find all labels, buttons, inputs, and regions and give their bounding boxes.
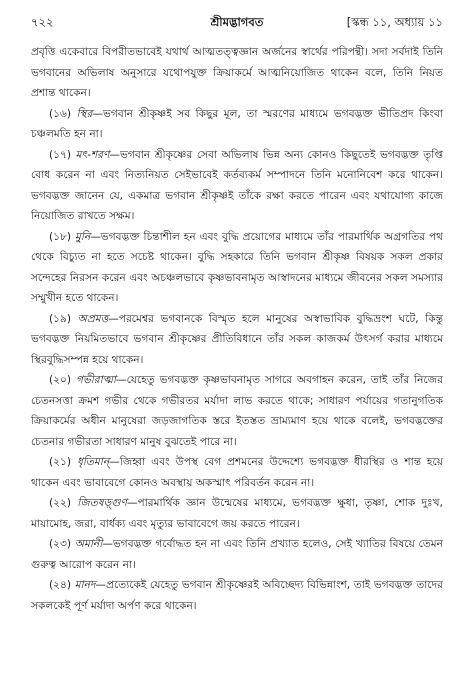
paragraph — [31, 104, 443, 145]
item-number: (১৬) — [49, 107, 77, 120]
item-number: (১৯) — [49, 312, 78, 325]
page-header — [31, 12, 443, 36]
item-number: (২১) — [49, 456, 77, 468]
item-term: জিতষড়্‌গুণ — [77, 497, 127, 509]
book-page — [31, 12, 443, 687]
item-number: (২৪) — [49, 579, 75, 591]
item-term: স্থির — [76, 107, 93, 120]
section-reference: [স্কন্ধ ১১, অধ্যায় ১১ — [346, 15, 443, 29]
item-term: মুনি — [74, 230, 91, 243]
item-term: গভীরাত্মা — [75, 374, 116, 386]
item-term: মানদ — [74, 579, 96, 591]
paragraph — [31, 42, 443, 104]
paragraph-text: —পরমেশ্বর ভগবানকে বিস্মৃত হলে মানুষের অস্বাভাবিক বুদ্ধিভ্রংশ ঘটে, কিন্তু ভগবদ্ভক্ত নিয়মিতভাবে ভগবান শ্রীকৃষ্ণের প্রীতিবিধানে তাঁর সকল কাজকর্ম উৎসর্গ করার মাধ্যমে স্থিরবুদ্ধিসম্পন্ন হয়ে থাকেন। — [31, 312, 443, 366]
item-number: (২২) — [49, 497, 78, 509]
paragraph-text: —প্রত্যেকেই যেহেতু ভগবান শ্রীকৃষ্ণেরই অবিচ্ছেদ্য বিভিন্নাংশ, তাই ভগবদ্ভক্ত তাদের সকলকেই পূর্ণ মর্যাদা অর্পণ করে থাকেন। — [31, 579, 443, 612]
item-number: (১৭) — [49, 148, 76, 161]
paragraph-text: প্রবৃত্তি একেবারে বিপরীতভাবেই যথার্থ আত্মতত্ত্বজ্ঞান অর্জনের স্বার্থের পরিপন্থী। সদা সর্বদাই তিনি ভগবানের অভিলাষ অনুসারে যথোপযুক্ত ক্রিয়াকর্মে আত্মনিয়োজিত থাকেন বলে, তিনি নিয়ত প্রশান্ত থাকেন। — [31, 46, 443, 99]
page-body — [31, 42, 443, 616]
item-number: (২০) — [49, 374, 76, 386]
paragraph-text: —পারমার্থিক জ্ঞান উন্মেষের মাধ্যমে, ভগবদ্ভক্ত ক্ষুধা, তৃষ্ণা, শোক দুঃখ, মায়ামোহ, জরা, বার্ধক্য এবং মৃত্যুর ভাবাবেগে জয় করতে পারেন। — [31, 497, 443, 530]
paragraph — [31, 370, 443, 452]
item-term: ধৃতিমান্ — [76, 456, 110, 468]
paragraph — [31, 145, 443, 227]
paragraph — [31, 534, 443, 575]
paragraph — [31, 575, 443, 616]
item-term: অমানী — [74, 538, 103, 550]
paragraph — [31, 309, 443, 371]
paragraph — [31, 452, 443, 493]
page-number: ৭২২ — [31, 15, 54, 29]
item-number: (১৮) — [49, 230, 75, 243]
paragraph-text: —ভগবান শ্রীকৃষ্ণের সেবা অভিলাষ ভিন্ন অন্য কোনও কিছুতেই ভগবদ্ভক্ত তৃপ্তি বোধ করেন না এবং নিত্যনিয়ত সেইভাবেই কর্তব্যকর্ম সম্পাদনে তিনি মনোনিবেশ করে থাকেন। ভগবদ্ভক্ত জানেন যে, একমাত্র ভগবান শ্রীকৃষ্ণই তাঁকে রক্ষা করতে পারেন এবং যথাযোগ্য কাজে নিয়োজিত রাখতে সক্ষম। — [31, 148, 443, 222]
paragraph-text: —ভগবদ্ভক্ত চিন্তাশীল হন এবং বুদ্ধি প্রয়োগের মাধ্যমে তাঁর পারমার্থিক অগ্রগতির পথ থেকে বিচ্যুত না হতে সচেষ্ট থাকেন। বুদ্ধি সহকারে তিনি ভগবান শ্রীকৃষ্ণ বিষয়ক সকল প্রকার সন্দেহের নিরসন করেন এবং অচঞ্চলভাবে কৃষ্ণভাবনামৃত আস্বাদনের মাধ্যমে জীবনের সকল সমস্যার সম্মুখীন হতে থাকেন। — [31, 230, 444, 304]
paragraph-text: —যেহেতু ভগবদ্ভক্ত কৃষ্ণভাবনামৃত সাগরে অবগাহন করেন, তাই তাঁর নিজের চেতনসত্তা ক্রমশ গভীর থেকে গভীরতর মর্যাদা লাভ করতে থাকে; সাধারণ পর্যায়ের গতানুগতিক ক্রিয়াকর্মের অধীন মানুষেরা জড়জাগতিক স্তরে ইতস্তত ভ্রাম্যমাণ হয়ে থাকে বলেই, ভগবদ্ভক্তের চেতনার গভীরতা সাধারণ মানুষ বুঝতেই পারে না। — [31, 374, 443, 448]
paragraph-text: —জিহ্বা এবং উপস্থ বেগ প্রশমনের উদ্দেশ্যে ভগবদ্ভক্ত ধীরস্থির ও শান্ত হয়ে থাকেন এবং ভাবাবেগে কোনও অবস্থায় অকস্মাৎ পরিবর্তন করেন না। — [31, 456, 443, 489]
paragraph — [31, 493, 443, 534]
book-title: শ্রীমদ্ভাগবত — [210, 15, 264, 29]
item-term: অপ্রমত্ত — [77, 312, 109, 325]
paragraph — [31, 227, 443, 309]
item-number: (২৩) — [49, 538, 75, 550]
paragraph-text: —ভগবদ্ভক্ত গর্বোদ্ধত হন না এবং তিনি প্রখ্যাত হলেও, সেই খ্যাতির বিষয়ে তেমন গুরুত্ব আরোপ করেন না। — [31, 538, 443, 571]
paragraph-text: —ভগবান শ্রীকৃষ্ণই সব কিছুর মূল, তা স্মরণের মাধ্যমে ভগবদ্ভক্ত ভীতিপ্রদ কিংবা চঞ্চলমতি হন না। — [31, 107, 443, 140]
item-term: মৎ-শরণ — [75, 148, 110, 161]
